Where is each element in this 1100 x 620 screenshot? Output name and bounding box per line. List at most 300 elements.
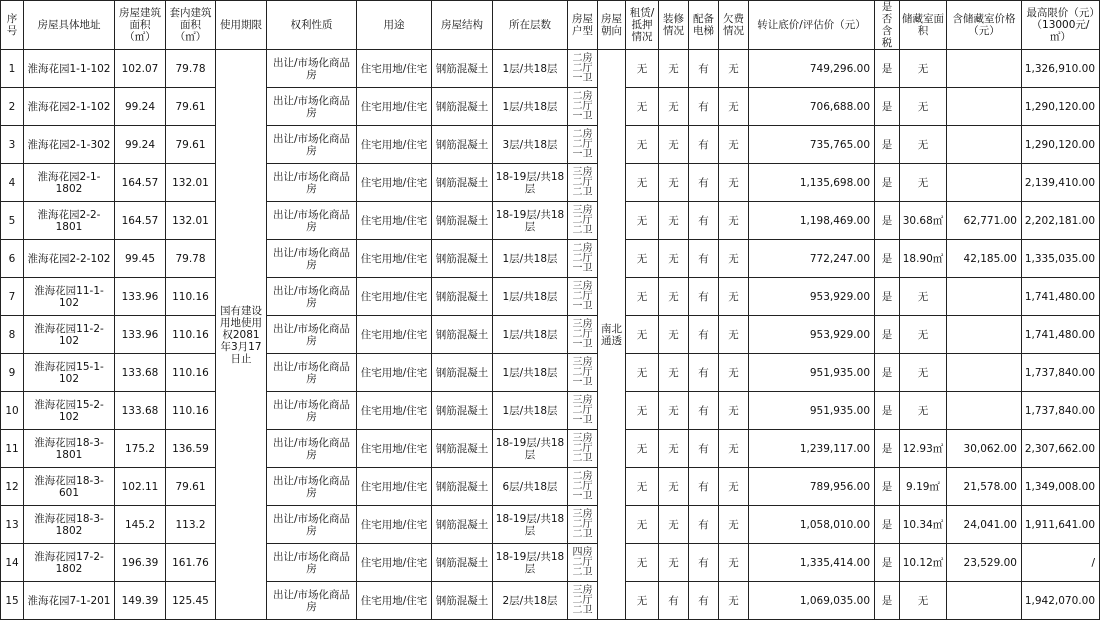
building-area-cell: 102.11	[115, 468, 166, 506]
use-cell: 住宅用地/住宅	[357, 240, 432, 278]
building-area-cell: 102.07	[115, 50, 166, 88]
use-cell: 住宅用地/住宅	[357, 50, 432, 88]
header-row	[1, 1, 1100, 50]
storage-price-cell	[947, 354, 1022, 392]
price-cell: 789,956.00	[749, 468, 875, 506]
price-cell: 1,335,414.00	[749, 544, 875, 582]
layout-cell: 二房二厅一卫	[568, 50, 598, 88]
floor-cell: 6层/共18层	[493, 468, 568, 506]
lease-cell: 无	[626, 544, 659, 582]
max-price-cell: 2,202,181.00	[1022, 202, 1100, 240]
table-row	[1, 88, 1100, 126]
address-cell: 淮海花园18-3-1802	[24, 506, 115, 544]
decoration-cell: 无	[659, 50, 689, 88]
storage-price-cell	[947, 392, 1022, 430]
storage-area-cell: 无	[900, 50, 947, 88]
lease-cell: 无	[626, 392, 659, 430]
structure-cell: 钢筋混凝土	[432, 582, 493, 620]
building-area-cell: 133.96	[115, 316, 166, 354]
right-cell: 出让/市场化商品房	[267, 354, 357, 392]
layout-cell: 二房二厅一卫	[568, 468, 598, 506]
right-cell: 出让/市场化商品房	[267, 316, 357, 354]
inner-area-cell: 132.01	[166, 164, 216, 202]
col-price-header: 转让底价/评估价（元）	[749, 1, 875, 50]
decoration-cell: 无	[659, 392, 689, 430]
table-row	[1, 126, 1100, 164]
use-cell: 住宅用地/住宅	[357, 392, 432, 430]
use-cell: 住宅用地/住宅	[357, 316, 432, 354]
building-area-cell: 149.39	[115, 582, 166, 620]
structure-cell: 钢筋混凝土	[432, 392, 493, 430]
arrears-cell: 无	[719, 468, 749, 506]
col-decoration-header: 装修情况	[659, 1, 689, 50]
price-cell: 951,935.00	[749, 354, 875, 392]
structure-cell: 钢筋混凝土	[432, 544, 493, 582]
layout-cell: 四房二厅二卫	[568, 544, 598, 582]
address-cell: 淮海花园1-1-102	[24, 50, 115, 88]
max-price-cell: 1,942,070.00	[1022, 582, 1100, 620]
storage-price-cell: 30,062.00	[947, 430, 1022, 468]
right-cell: 出让/市场化商品房	[267, 278, 357, 316]
storage-price-cell	[947, 88, 1022, 126]
inner-area-cell: 136.59	[166, 430, 216, 468]
table-row	[1, 468, 1100, 506]
storage-area-cell: 无	[900, 316, 947, 354]
use-cell: 住宅用地/住宅	[357, 544, 432, 582]
tax-cell: 是	[875, 506, 900, 544]
building-area-cell: 175.2	[115, 430, 166, 468]
tax-cell: 是	[875, 582, 900, 620]
floor-cell: 1层/共18层	[493, 240, 568, 278]
col-floor-header: 所在层数	[493, 1, 568, 50]
price-cell: 1,135,698.00	[749, 164, 875, 202]
use-cell: 住宅用地/住宅	[357, 126, 432, 164]
elevator-cell: 有	[689, 278, 719, 316]
elevator-cell: 有	[689, 316, 719, 354]
arrears-cell: 无	[719, 126, 749, 164]
price-cell: 1,198,469.00	[749, 202, 875, 240]
decoration-cell: 无	[659, 88, 689, 126]
right-cell: 出让/市场化商品房	[267, 164, 357, 202]
max-price-cell: 1,349,008.00	[1022, 468, 1100, 506]
storage-price-cell: 42,185.00	[947, 240, 1022, 278]
tax-cell: 是	[875, 202, 900, 240]
structure-cell: 钢筋混凝土	[432, 430, 493, 468]
structure-cell: 钢筋混凝土	[432, 506, 493, 544]
storage-area-cell: 10.34㎡	[900, 506, 947, 544]
elevator-cell: 有	[689, 50, 719, 88]
storage-price-cell	[947, 278, 1022, 316]
inner-area-cell: 110.16	[166, 354, 216, 392]
no-cell: 2	[1, 88, 24, 126]
col-lease-header: 租赁/抵押情况	[626, 1, 659, 50]
shared-term-cell: 国有建设用地使用权2081年3月17日止	[216, 50, 267, 620]
no-cell: 11	[1, 430, 24, 468]
no-cell: 13	[1, 506, 24, 544]
storage-price-cell: 24,041.00	[947, 506, 1022, 544]
price-cell: 1,239,117.00	[749, 430, 875, 468]
col-storage-price-header: 含储藏室价格（元）	[947, 1, 1022, 50]
elevator-cell: 有	[689, 202, 719, 240]
storage-area-cell: 12.93㎡	[900, 430, 947, 468]
storage-area-cell: 18.90㎡	[900, 240, 947, 278]
no-cell: 5	[1, 202, 24, 240]
lease-cell: 无	[626, 88, 659, 126]
structure-cell: 钢筋混凝土	[432, 278, 493, 316]
address-cell: 淮海花园2-2-1801	[24, 202, 115, 240]
inner-area-cell: 79.61	[166, 468, 216, 506]
tax-cell: 是	[875, 544, 900, 582]
no-cell: 7	[1, 278, 24, 316]
layout-cell: 三房二厅二卫	[568, 430, 598, 468]
elevator-cell: 有	[689, 430, 719, 468]
no-cell: 6	[1, 240, 24, 278]
layout-cell: 三房二厅二卫	[568, 506, 598, 544]
lease-cell: 无	[626, 278, 659, 316]
structure-cell: 钢筋混凝土	[432, 88, 493, 126]
building-area-cell: 133.68	[115, 354, 166, 392]
structure-cell: 钢筋混凝土	[432, 354, 493, 392]
arrears-cell: 无	[719, 88, 749, 126]
table-row	[1, 240, 1100, 278]
layout-cell: 三房二厅一卫	[568, 316, 598, 354]
structure-cell: 钢筋混凝土	[432, 126, 493, 164]
arrears-cell: 无	[719, 240, 749, 278]
address-cell: 淮海花园11-2-102	[24, 316, 115, 354]
address-cell: 淮海花园2-1-302	[24, 126, 115, 164]
address-cell: 淮海花园11-1-102	[24, 278, 115, 316]
right-cell: 出让/市场化商品房	[267, 544, 357, 582]
floor-cell: 1层/共18层	[493, 316, 568, 354]
max-price-cell: 2,307,662.00	[1022, 430, 1100, 468]
tax-cell: 是	[875, 278, 900, 316]
lease-cell: 无	[626, 50, 659, 88]
no-cell: 12	[1, 468, 24, 506]
floor-cell: 18-19层/共18层	[493, 430, 568, 468]
col-arrears-header: 欠费情况	[719, 1, 749, 50]
inner-area-cell: 110.16	[166, 278, 216, 316]
col-address-header: 房屋具体地址	[24, 1, 115, 50]
col-right-header: 权利性质	[267, 1, 357, 50]
col-tax-header: 是否含税	[875, 1, 900, 50]
tax-cell: 是	[875, 164, 900, 202]
table-row	[1, 506, 1100, 544]
price-cell: 953,929.00	[749, 316, 875, 354]
tax-cell: 是	[875, 240, 900, 278]
structure-cell: 钢筋混凝土	[432, 468, 493, 506]
right-cell: 出让/市场化商品房	[267, 392, 357, 430]
tax-cell: 是	[875, 316, 900, 354]
col-elevator-header: 配备电梯	[689, 1, 719, 50]
floor-cell: 2层/共18层	[493, 582, 568, 620]
lease-cell: 无	[626, 468, 659, 506]
building-area-cell: 145.2	[115, 506, 166, 544]
decoration-cell: 无	[659, 430, 689, 468]
decoration-cell: 无	[659, 506, 689, 544]
inner-area-cell: 110.16	[166, 392, 216, 430]
decoration-cell: 无	[659, 354, 689, 392]
lease-cell: 无	[626, 164, 659, 202]
storage-area-cell: 9.19㎡	[900, 468, 947, 506]
storage-area-cell: 无	[900, 354, 947, 392]
arrears-cell: 无	[719, 50, 749, 88]
max-price-cell: 1,290,120.00	[1022, 126, 1100, 164]
no-cell: 15	[1, 582, 24, 620]
col-max-price-header: 最高限价（元）（13000元/㎡）	[1022, 1, 1100, 50]
elevator-cell: 有	[689, 126, 719, 164]
building-area-cell: 164.57	[115, 202, 166, 240]
max-price-cell: 1,741,480.00	[1022, 316, 1100, 354]
arrears-cell: 无	[719, 544, 749, 582]
building-area-cell: 133.68	[115, 392, 166, 430]
lease-cell: 无	[626, 506, 659, 544]
address-cell: 淮海花园2-1-102	[24, 88, 115, 126]
building-area-cell: 196.39	[115, 544, 166, 582]
inner-area-cell: 113.2	[166, 506, 216, 544]
arrears-cell: 无	[719, 430, 749, 468]
elevator-cell: 有	[689, 88, 719, 126]
max-price-cell: 1,335,035.00	[1022, 240, 1100, 278]
decoration-cell: 无	[659, 316, 689, 354]
structure-cell: 钢筋混凝土	[432, 316, 493, 354]
right-cell: 出让/市场化商品房	[267, 88, 357, 126]
col-storage-area-header: 储藏室面积	[900, 1, 947, 50]
table-row	[1, 544, 1100, 582]
price-cell: 953,929.00	[749, 278, 875, 316]
use-cell: 住宅用地/住宅	[357, 506, 432, 544]
storage-area-cell: 无	[900, 278, 947, 316]
use-cell: 住宅用地/住宅	[357, 164, 432, 202]
no-cell: 4	[1, 164, 24, 202]
building-area-cell: 99.24	[115, 126, 166, 164]
tax-cell: 是	[875, 88, 900, 126]
elevator-cell: 有	[689, 240, 719, 278]
col-structure-header: 房屋结构	[432, 1, 493, 50]
right-cell: 出让/市场化商品房	[267, 126, 357, 164]
price-cell: 1,058,010.00	[749, 506, 875, 544]
inner-area-cell: 161.76	[166, 544, 216, 582]
arrears-cell: 无	[719, 506, 749, 544]
col-inner-area-header: 套内建筑面积（㎡）	[166, 1, 216, 50]
use-cell: 住宅用地/住宅	[357, 582, 432, 620]
shared-orientation-cell: 南北通透	[598, 50, 626, 620]
floor-cell: 18-19层/共18层	[493, 202, 568, 240]
building-area-cell: 133.96	[115, 278, 166, 316]
layout-cell: 二房二厅一卫	[568, 88, 598, 126]
elevator-cell: 有	[689, 468, 719, 506]
max-price-cell: 1,737,840.00	[1022, 392, 1100, 430]
price-cell: 772,247.00	[749, 240, 875, 278]
storage-price-cell	[947, 316, 1022, 354]
table-row	[1, 392, 1100, 430]
tax-cell: 是	[875, 430, 900, 468]
use-cell: 住宅用地/住宅	[357, 468, 432, 506]
structure-cell: 钢筋混凝土	[432, 50, 493, 88]
layout-cell: 三房二厅二卫	[568, 164, 598, 202]
storage-area-cell: 无	[900, 164, 947, 202]
arrears-cell: 无	[719, 316, 749, 354]
elevator-cell: 有	[689, 164, 719, 202]
structure-cell: 钢筋混凝土	[432, 164, 493, 202]
price-cell: 951,935.00	[749, 392, 875, 430]
col-no-header: 序号	[1, 1, 24, 50]
storage-area-cell: 无	[900, 88, 947, 126]
inner-area-cell: 132.01	[166, 202, 216, 240]
decoration-cell: 无	[659, 202, 689, 240]
address-cell: 淮海花园18-3-601	[24, 468, 115, 506]
right-cell: 出让/市场化商品房	[267, 468, 357, 506]
table-row	[1, 430, 1100, 468]
address-cell: 淮海花园17-2-1802	[24, 544, 115, 582]
decoration-cell: 有	[659, 582, 689, 620]
layout-cell: 三房二厅一卫	[568, 278, 598, 316]
arrears-cell: 无	[719, 392, 749, 430]
building-area-cell: 99.24	[115, 88, 166, 126]
no-cell: 14	[1, 544, 24, 582]
no-cell: 1	[1, 50, 24, 88]
layout-cell: 三房二厅二卫	[568, 202, 598, 240]
arrears-cell: 无	[719, 202, 749, 240]
layout-cell: 三房二厅二卫	[568, 582, 598, 620]
use-cell: 住宅用地/住宅	[357, 88, 432, 126]
floor-cell: 1层/共18层	[493, 354, 568, 392]
table-row	[1, 278, 1100, 316]
no-cell: 9	[1, 354, 24, 392]
lease-cell: 无	[626, 240, 659, 278]
floor-cell: 18-19层/共18层	[493, 506, 568, 544]
table-row	[1, 50, 1100, 88]
max-price-cell: 1,326,910.00	[1022, 50, 1100, 88]
arrears-cell: 无	[719, 164, 749, 202]
layout-cell: 三房二厅一卫	[568, 392, 598, 430]
address-cell: 淮海花园2-1-1802	[24, 164, 115, 202]
table-row	[1, 202, 1100, 240]
price-cell: 735,765.00	[749, 126, 875, 164]
use-cell: 住宅用地/住宅	[357, 202, 432, 240]
layout-cell: 二房二厅一卫	[568, 126, 598, 164]
storage-price-cell	[947, 582, 1022, 620]
lease-cell: 无	[626, 354, 659, 392]
table-row	[1, 164, 1100, 202]
layout-cell: 三房二厅一卫	[568, 354, 598, 392]
lease-cell: 无	[626, 582, 659, 620]
address-cell: 淮海花园18-3-1801	[24, 430, 115, 468]
decoration-cell: 无	[659, 468, 689, 506]
decoration-cell: 无	[659, 240, 689, 278]
structure-cell: 钢筋混凝土	[432, 202, 493, 240]
storage-area-cell: 30.68㎡	[900, 202, 947, 240]
decoration-cell: 无	[659, 278, 689, 316]
floor-cell: 1层/共18层	[493, 392, 568, 430]
elevator-cell: 有	[689, 392, 719, 430]
price-cell: 1,069,035.00	[749, 582, 875, 620]
use-cell: 住宅用地/住宅	[357, 278, 432, 316]
elevator-cell: 有	[689, 582, 719, 620]
arrears-cell: 无	[719, 354, 749, 392]
col-orientation-header: 房屋朝向	[598, 1, 626, 50]
building-area-cell: 99.45	[115, 240, 166, 278]
col-building-area-header: 房屋建筑面积（㎡）	[115, 1, 166, 50]
floor-cell: 1层/共18层	[493, 88, 568, 126]
elevator-cell: 有	[689, 354, 719, 392]
decoration-cell: 无	[659, 544, 689, 582]
tax-cell: 是	[875, 50, 900, 88]
col-use-header: 用途	[357, 1, 432, 50]
structure-cell: 钢筋混凝土	[432, 240, 493, 278]
no-cell: 10	[1, 392, 24, 430]
col-term-header: 使用期限	[216, 1, 267, 50]
arrears-cell: 无	[719, 582, 749, 620]
max-price-cell: 1,737,840.00	[1022, 354, 1100, 392]
building-area-cell: 164.57	[115, 164, 166, 202]
floor-cell: 3层/共18层	[493, 126, 568, 164]
elevator-cell: 有	[689, 544, 719, 582]
storage-price-cell	[947, 126, 1022, 164]
max-price-cell: 1,741,480.00	[1022, 278, 1100, 316]
price-cell: 706,688.00	[749, 88, 875, 126]
address-cell: 淮海花园7-1-201	[24, 582, 115, 620]
lease-cell: 无	[626, 126, 659, 164]
floor-cell: 18-19层/共18层	[493, 164, 568, 202]
table-header	[1, 1, 1100, 50]
use-cell: 住宅用地/住宅	[357, 354, 432, 392]
table-row	[1, 316, 1100, 354]
decoration-cell: 无	[659, 126, 689, 164]
storage-area-cell: 10.12㎡	[900, 544, 947, 582]
inner-area-cell: 79.78	[166, 240, 216, 278]
storage-price-cell	[947, 164, 1022, 202]
storage-price-cell: 62,771.00	[947, 202, 1022, 240]
address-cell: 淮海花园2-2-102	[24, 240, 115, 278]
decoration-cell: 无	[659, 164, 689, 202]
right-cell: 出让/市场化商品房	[267, 240, 357, 278]
tax-cell: 是	[875, 468, 900, 506]
layout-cell: 二房二厅一卫	[568, 240, 598, 278]
right-cell: 出让/市场化商品房	[267, 506, 357, 544]
table-row	[1, 354, 1100, 392]
lease-cell: 无	[626, 202, 659, 240]
inner-area-cell: 125.45	[166, 582, 216, 620]
no-cell: 8	[1, 316, 24, 354]
right-cell: 出让/市场化商品房	[267, 202, 357, 240]
right-cell: 出让/市场化商品房	[267, 430, 357, 468]
inner-area-cell: 79.78	[166, 50, 216, 88]
use-cell: 住宅用地/住宅	[357, 430, 432, 468]
floor-cell: 1层/共18层	[493, 50, 568, 88]
table-body	[1, 50, 1100, 620]
table-row	[1, 582, 1100, 620]
lease-cell: 无	[626, 316, 659, 354]
floor-cell: 1层/共18层	[493, 278, 568, 316]
no-cell: 3	[1, 126, 24, 164]
arrears-cell: 无	[719, 278, 749, 316]
storage-price-cell: 23,529.00	[947, 544, 1022, 582]
inner-area-cell: 110.16	[166, 316, 216, 354]
storage-area-cell: 无	[900, 392, 947, 430]
elevator-cell: 有	[689, 506, 719, 544]
inner-area-cell: 79.61	[166, 88, 216, 126]
lease-cell: 无	[626, 430, 659, 468]
right-cell: 出让/市场化商品房	[267, 582, 357, 620]
price-cell: 749,296.00	[749, 50, 875, 88]
max-price-cell: 1,911,641.00	[1022, 506, 1100, 544]
address-cell: 淮海花园15-2-102	[24, 392, 115, 430]
right-cell: 出让/市场化商品房	[267, 50, 357, 88]
max-price-cell: 1,290,120.00	[1022, 88, 1100, 126]
address-cell: 淮海花园15-1-102	[24, 354, 115, 392]
floor-cell: 18-19层/共18层	[493, 544, 568, 582]
max-price-cell: 2,139,410.00	[1022, 164, 1100, 202]
